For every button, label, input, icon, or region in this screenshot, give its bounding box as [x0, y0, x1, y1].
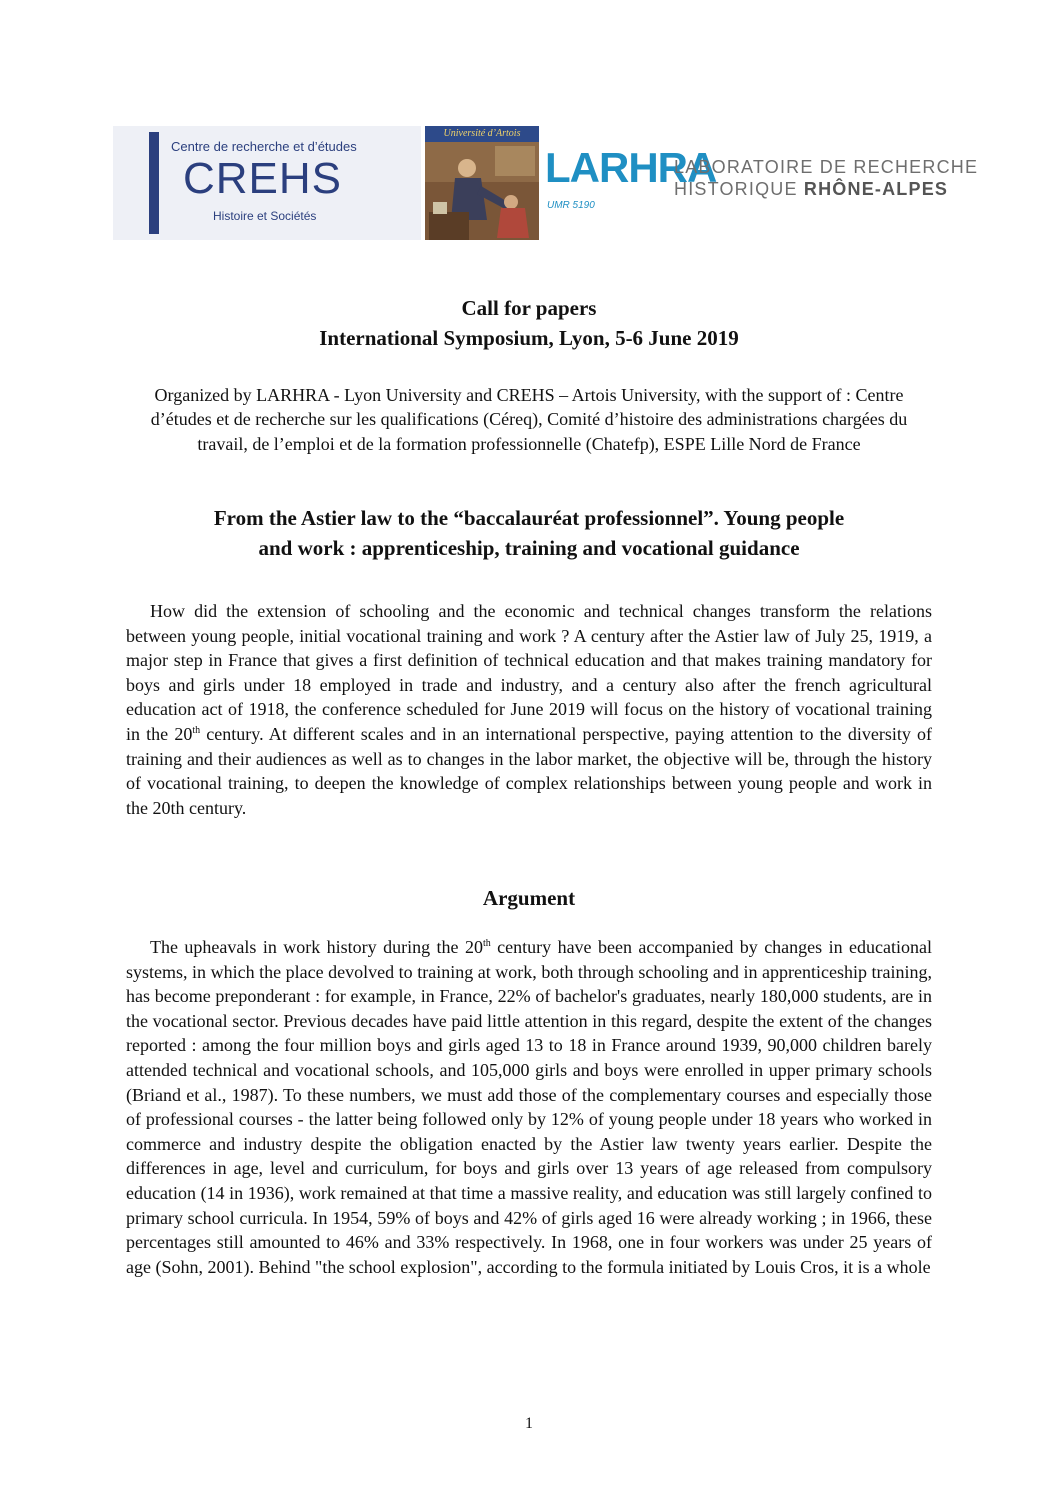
argument-superscript: th	[482, 938, 491, 949]
artois-university-logo	[425, 126, 539, 240]
artois-logo-band: Université d’Artois	[425, 126, 539, 142]
page-number: 1	[525, 1415, 533, 1432]
crehs-logo-line1: Centre de recherche et d’études	[171, 139, 357, 154]
larhra-full-name-line1: LABORATOIRE DE RECHERCHE	[674, 157, 979, 177]
larhra-full-name-line2b: RHÔNE-ALPES	[803, 179, 949, 199]
larhra-logo-umr: UMR 5190	[547, 200, 595, 211]
larhra-full-name	[674, 156, 978, 200]
crehs-logo-line3: Histoire et Sociétés	[213, 209, 317, 223]
intro-paragraph	[126, 599, 932, 820]
symposium-theme-line1: From the Astier law to the “baccalauréat professionnel”. Young people	[213, 506, 845, 530]
document-subtitle: International Symposium, Lyon, 5-6 June 2019	[319, 326, 739, 350]
header-logos	[113, 126, 979, 240]
artois-painting-image	[425, 142, 539, 240]
argument-text-b: century have been accompanied by changes in educational systems, in which the place devolved to training at work, both through schooling and in apprenticeship training, has become preponderant : for example, in France, 22% of bachelor's graduates, nearly 180,000 students, are in the vocational sector. Previous decades have paid little attention in this regard, despite the extent of the changes reported : among the four million boys and girls aged 13 to 18 in France around 1939, 90,000 children barely attended technical and vocational schools, and 105,000 girls and boys were enrolled in upper primary schools (Briand et al., 1987). To these numbers, we must add those of the complementary courses and especially those of professional courses - the latter being followed only by 12% of young people under 18 years who worked in commerce and industry despite the obligation enacted by the Astier law twenty years earlier. Despite the differences in age, level and curriculum, for boys and girls over 13 years of age released from compulsory education (14 in 1936), work remained at that time a massive reality, and education was still largely confined to primary school curricula. In 1954, 59% of boys and 42% of girls aged 16 were already working ; in 1966, these percentages still amounted to 46% and 33% respectively. In 1968, one in four workers was under 25 years of age (Sohn, 2001). Behind "the school explosion", according to the formula initiated by Louis Cros, it is a whole	[126, 937, 932, 1277]
organizers-paragraph: Organized by LARHRA - Lyon University and CREHS – Artois University, with the support of : Centre d’études et de recherche sur les qualifications (Céreq), Comité d’histoire des administrations chargées du travail, de l’emploi et de la formation professionnelle (Chatefp), ESPE Lille Nord de France	[150, 385, 908, 454]
crehs-logo	[113, 126, 421, 240]
argument-text-a: The upheavals in work history during the 20	[150, 937, 483, 957]
intro-text-b: century. At different scales and in an international perspective, paying attention to the diversity of training and their audiences as well as to changes in the labor market, the objective will be, through the history of vocational training, to deepen the knowledge of complex relationships between young people and work in the 20th century.	[126, 723, 932, 818]
intro-superscript: th	[192, 724, 201, 736]
argument-paragraph	[126, 935, 932, 1279]
larhra-full-name-line2	[674, 178, 978, 200]
symposium-theme	[126, 503, 932, 563]
larhra-logo	[545, 144, 717, 224]
larhra-full-name-line2a: HISTORIQUE	[674, 179, 804, 199]
larhra-logo-wordmark: LARHRA	[545, 144, 717, 191]
crehs-logo-bar	[149, 132, 159, 234]
crehs-logo-name: CREHS	[183, 154, 343, 203]
symposium-theme-line2: and work : apprenticeship, training and vocational guidance	[258, 536, 800, 560]
intro-text-a: How did the extension of schooling and the economic and technical changes transform the relations between young people, initial vocational training and work ? A century after the Astier law of July 25, 1919, a major step in France that gives a first definition of technical education and that makes training mandatory for boys and girls under 18 employed in trade and industry, and a century also after the french agricultural education act of 1918, the conference scheduled for June 2019 will focus on the history of vocational training in the 20	[126, 601, 932, 744]
argument-heading: Argument	[482, 886, 576, 910]
document-title: Call for papers	[461, 296, 597, 320]
